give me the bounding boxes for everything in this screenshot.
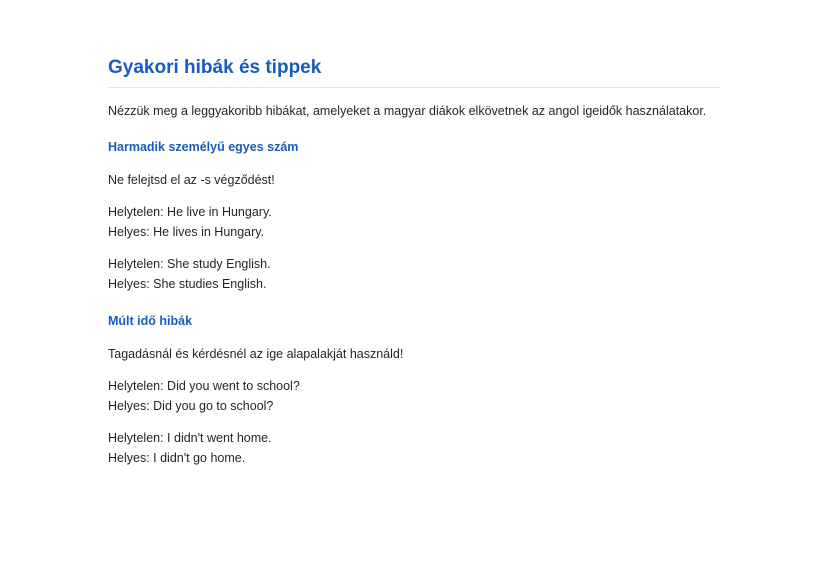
section-tip: Ne felejtsd el az -s végződést! xyxy=(108,173,275,187)
example-wrong: Helytelen: Did you went to school? xyxy=(108,379,300,393)
example-wrong: Helytelen: He live in Hungary. xyxy=(108,205,272,219)
example-pair xyxy=(108,254,720,294)
example-right: Helyes: She studies English. xyxy=(108,277,267,291)
example-pair xyxy=(108,428,720,468)
example-wrong: Helytelen: I didn't went home. xyxy=(108,431,272,445)
example-wrong: Helytelen: She study English. xyxy=(108,257,271,271)
section-tip: Tagadásnál és kérdésnél az ige alapalakját használd! xyxy=(108,347,404,361)
example-right: Helyes: I didn't go home. xyxy=(108,451,246,465)
example-pair xyxy=(108,376,720,416)
example-right: Helyes: He lives in Hungary. xyxy=(108,225,265,239)
example-pair xyxy=(108,202,720,242)
intro-text: Nézzük meg a leggyakoribb hibákat, amelyeket a magyar diákok elkövetnek az angol igeidők használatakor. xyxy=(108,104,707,118)
section-heading: Múlt idő hibák xyxy=(108,314,193,328)
page-title: Gyakori hibák és tippek xyxy=(108,56,720,88)
section-heading: Harmadik személyű egyes szám xyxy=(108,140,299,154)
article-content xyxy=(108,56,720,468)
example-right: Helyes: Did you go to school? xyxy=(108,399,274,413)
